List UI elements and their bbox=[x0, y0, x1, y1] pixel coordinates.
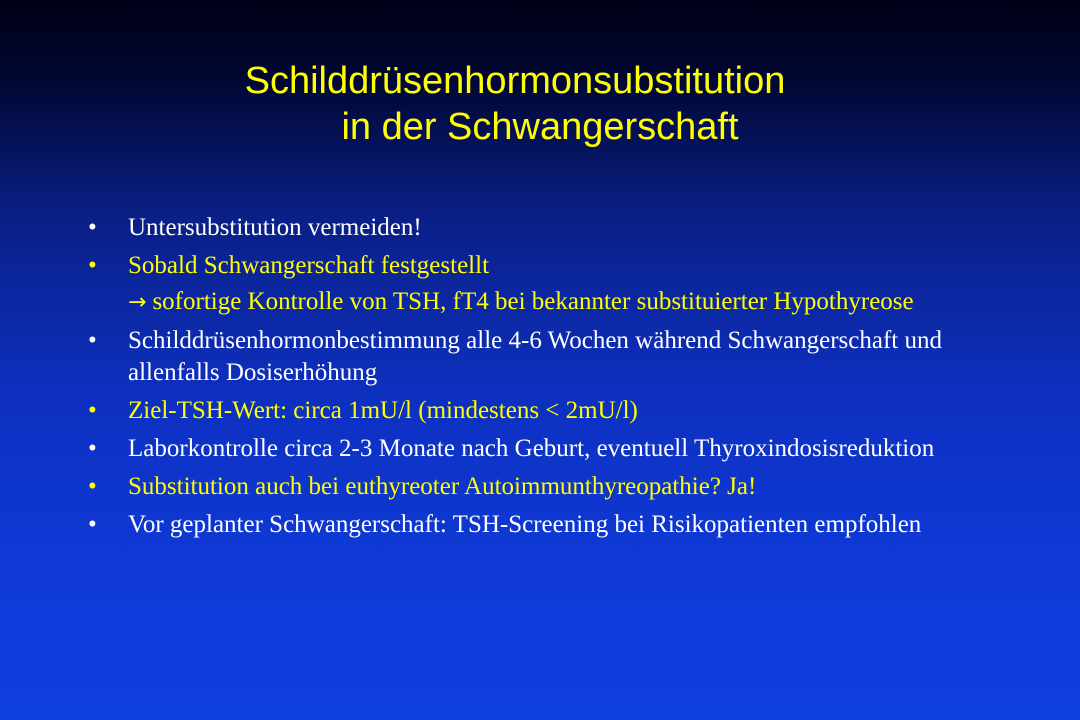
bullet-item-ziel-tsh bbox=[88, 395, 988, 427]
bullet-item-substitution bbox=[88, 471, 988, 503]
bullet-text: Laborkontrolle circa 2-3 Monate nach Geburt, eventuell Thyroxindosisreduktion bbox=[128, 435, 935, 462]
bullet-text: Untersubstitution vermeiden! bbox=[128, 214, 422, 241]
bullet-text: Substitution auch bei euthyreoter Autoimmunthyreopathie? Ja! bbox=[128, 473, 757, 500]
sub-item-text: sofortige Kontrolle von TSH, fT4 bei bekannter substituierter Hypothyreose bbox=[152, 288, 914, 315]
sub-item-kontrolle bbox=[88, 286, 988, 319]
title-line-2: in der Schwangerschaft bbox=[341, 106, 739, 148]
bullet-list bbox=[88, 212, 988, 547]
bullet-item-bestimmung bbox=[88, 325, 988, 389]
bullet-text: Schilddrüsenhormonbestimmung alle 4-6 Wochen während Schwangerschaft und allenfalls Dosiserhöhung bbox=[128, 327, 943, 386]
bullet-text: Vor geplanter Schwangerschaft: TSH-Screening bei Risikopatienten empfohlen bbox=[128, 511, 922, 538]
bullet-item-laborkontrolle bbox=[88, 433, 988, 465]
bullet-item-untersubstitution bbox=[88, 212, 988, 244]
bullet-text: Ziel-TSH-Wert: circa 1mU/l (mindestens < 2mU/l) bbox=[128, 397, 638, 424]
bullet-item-screening bbox=[88, 509, 988, 541]
bullet-text: Sobald Schwangerschaft festgestellt bbox=[128, 252, 490, 279]
title-line-1: Schilddrüsenhormonsubstitution bbox=[244, 60, 786, 102]
slide-title bbox=[0, 58, 1080, 150]
arrow-right-icon: → bbox=[128, 290, 147, 315]
bullet-item-sobald-schwangerschaft bbox=[88, 250, 988, 282]
